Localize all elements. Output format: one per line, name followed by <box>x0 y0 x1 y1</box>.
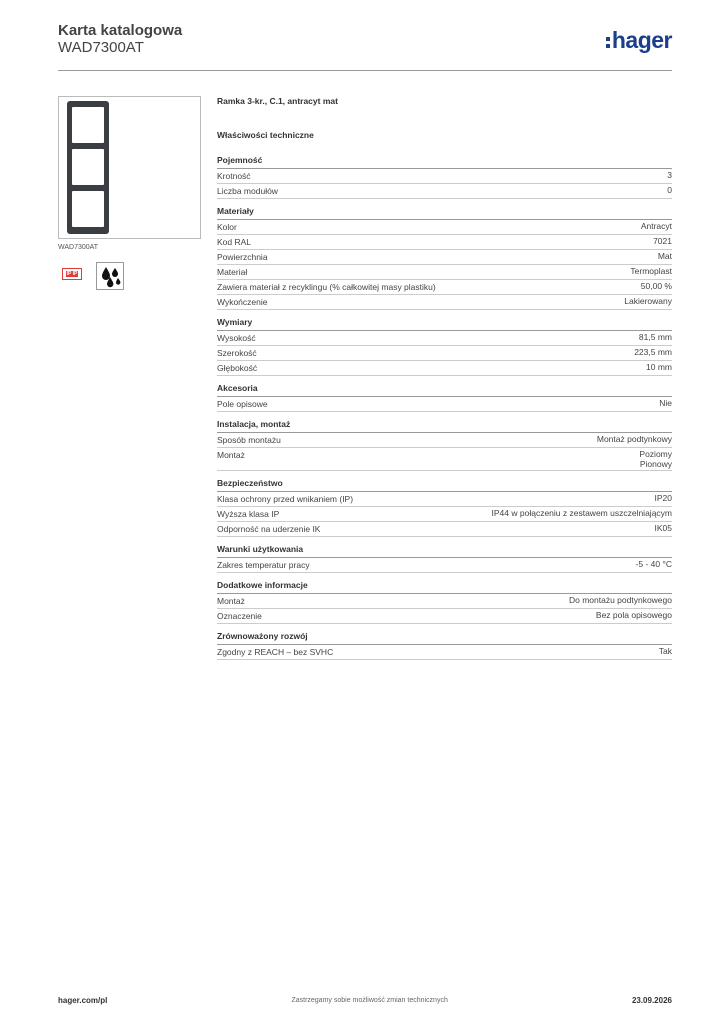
property-value-line: 7021 <box>653 236 672 246</box>
property-value <box>596 610 672 622</box>
property-value <box>659 398 672 410</box>
property-label: Montaż <box>217 450 245 460</box>
property-row <box>217 558 672 573</box>
property-value-line: Tak <box>658 646 672 656</box>
hager-logo <box>606 28 672 52</box>
section-title: Zrównoważony rozwój <box>217 631 672 645</box>
website-link[interactable]: hager.com/pl <box>58 996 108 1005</box>
property-row <box>217 492 672 507</box>
page-header <box>58 22 672 71</box>
property-value <box>636 559 672 571</box>
property-label: Wykończenie <box>217 297 268 307</box>
property-value <box>646 362 672 374</box>
product-name: Ramka 3-kr., C.1, antracyt mat <box>217 96 338 106</box>
property-value-line: IP20 <box>654 493 672 503</box>
property-label: Klasa ochrony przed wnikaniem (IP) <box>217 494 354 504</box>
property-row <box>217 594 672 609</box>
property-label: Zgodny z REACH – bez SVHC <box>217 647 334 657</box>
property-value <box>630 266 672 278</box>
property-value <box>667 185 672 197</box>
section-title: Warunki użytkowania <box>217 544 672 558</box>
property-label: Montaż <box>217 596 245 606</box>
property-label: Oznaczenie <box>217 611 262 621</box>
property-value-line: Antracyt <box>640 221 672 231</box>
section-title: Instalacja, montaż <box>217 419 672 433</box>
property-value <box>639 332 672 344</box>
section-title: Akcesoria <box>217 383 672 397</box>
properties-section <box>217 419 672 471</box>
property-row <box>217 433 672 448</box>
property-row <box>217 645 672 660</box>
property-label: Odporność na uderzenie IK <box>217 524 321 534</box>
product-code: WAD7300AT <box>58 39 144 56</box>
property-row <box>217 295 672 310</box>
property-value-line: Do montażu podtynkowego <box>568 595 672 605</box>
property-value <box>641 221 672 233</box>
property-value-line: Nie <box>659 398 672 408</box>
property-value-line: -5 - 40 °C <box>635 559 672 569</box>
property-label: Wysokość <box>217 333 256 343</box>
section-title: Wymiary <box>217 317 672 331</box>
property-value-line: Lakierowany <box>624 296 672 306</box>
properties-section <box>217 631 672 660</box>
property-value-line: IP44 w połączeniu z zestawem uszczelniającym <box>491 508 672 518</box>
properties-section <box>217 155 672 199</box>
property-value <box>641 281 672 293</box>
property-row <box>217 169 672 184</box>
properties-section <box>217 478 672 537</box>
property-value-line: Mat <box>657 251 672 261</box>
property-value-line: 81,5 mm <box>638 332 672 342</box>
page-footer <box>58 996 672 1005</box>
property-value <box>655 493 673 505</box>
property-row <box>217 397 672 412</box>
property-label: Kod RAL <box>217 237 252 247</box>
product-details <box>217 96 672 667</box>
property-value <box>639 449 672 469</box>
property-value-line: Montaż podtynkowy <box>596 434 672 444</box>
properties-section <box>217 206 672 310</box>
property-row <box>217 507 672 522</box>
property-value-line: Poziomy <box>639 449 672 459</box>
property-value-line: 10 mm <box>646 362 672 372</box>
property-label: Liczba modułów <box>217 186 278 196</box>
product-image <box>58 96 201 239</box>
property-label: Szerokość <box>217 348 257 358</box>
triple-frame-icon <box>59 97 200 238</box>
property-row <box>217 346 672 361</box>
property-value-line: 50,00 % <box>640 281 672 291</box>
footer-date: 23.09.2026 <box>631 996 672 1005</box>
properties-section <box>217 544 672 573</box>
property-row <box>217 361 672 376</box>
logo-dots-icon <box>606 37 610 48</box>
section-title: Pojemność <box>217 155 672 169</box>
property-row <box>217 220 672 235</box>
property-label: Pole opisowe <box>217 399 268 409</box>
property-value <box>597 434 672 446</box>
document-title: Karta katalogowa <box>58 22 183 39</box>
property-value <box>569 595 672 607</box>
property-label: Materiał <box>217 267 248 277</box>
property-value <box>653 236 672 248</box>
property-row <box>217 522 672 537</box>
property-row <box>217 235 672 250</box>
property-row <box>217 280 672 295</box>
property-value-line: 223,5 mm <box>634 347 672 357</box>
logo-text: hager <box>611 27 672 53</box>
property-label: Kolor <box>217 222 237 232</box>
property-value <box>624 296 672 308</box>
ip-badge-label: IP IP <box>66 271 78 277</box>
property-value <box>634 347 672 359</box>
property-value-line: IK05 <box>654 523 672 533</box>
properties-section <box>217 317 672 376</box>
property-label: Zakres temperatur pracy <box>217 560 310 570</box>
properties-sections <box>217 155 672 660</box>
property-row <box>217 265 672 280</box>
property-value-line: Pionowy <box>639 459 672 469</box>
property-value-line: 3 <box>667 170 672 180</box>
section-title: Dodatkowe informacje <box>217 580 672 594</box>
property-value <box>658 251 672 263</box>
property-label: Wyższa klasa IP <box>217 509 280 519</box>
property-value <box>659 646 672 658</box>
product-image-caption: WAD7300AT <box>58 244 99 251</box>
property-label: Zawiera materiał z recyklingu (% całkowitej masy plastiku) <box>217 282 436 292</box>
property-row <box>217 184 672 199</box>
property-row <box>217 331 672 346</box>
technical-properties-heading: Właściwości techniczne <box>217 130 314 140</box>
ip-rating-icon <box>62 268 82 280</box>
property-value <box>667 170 672 182</box>
water-drops-icon <box>96 262 124 290</box>
property-value-line: Termoplast <box>630 266 672 276</box>
footer-disclaimer: Zastrzegamy sobie możliwość zmian technicznych <box>291 997 448 1004</box>
property-label: Głębokość <box>217 363 258 373</box>
section-title: Materiały <box>217 206 672 220</box>
property-row <box>217 609 672 624</box>
property-value-line: 0 <box>667 185 672 195</box>
properties-section <box>217 580 672 624</box>
property-value <box>492 508 672 520</box>
property-label: Sposób montażu <box>217 435 281 445</box>
property-label: Krotność <box>217 171 251 181</box>
property-value <box>655 523 673 535</box>
section-title: Bezpieczeństwo <box>217 478 672 492</box>
property-row <box>217 448 672 471</box>
properties-section <box>217 383 672 412</box>
property-label: Powierzchnia <box>217 252 268 262</box>
property-row <box>217 250 672 265</box>
property-value-line: Bez pola opisowego <box>595 610 672 620</box>
